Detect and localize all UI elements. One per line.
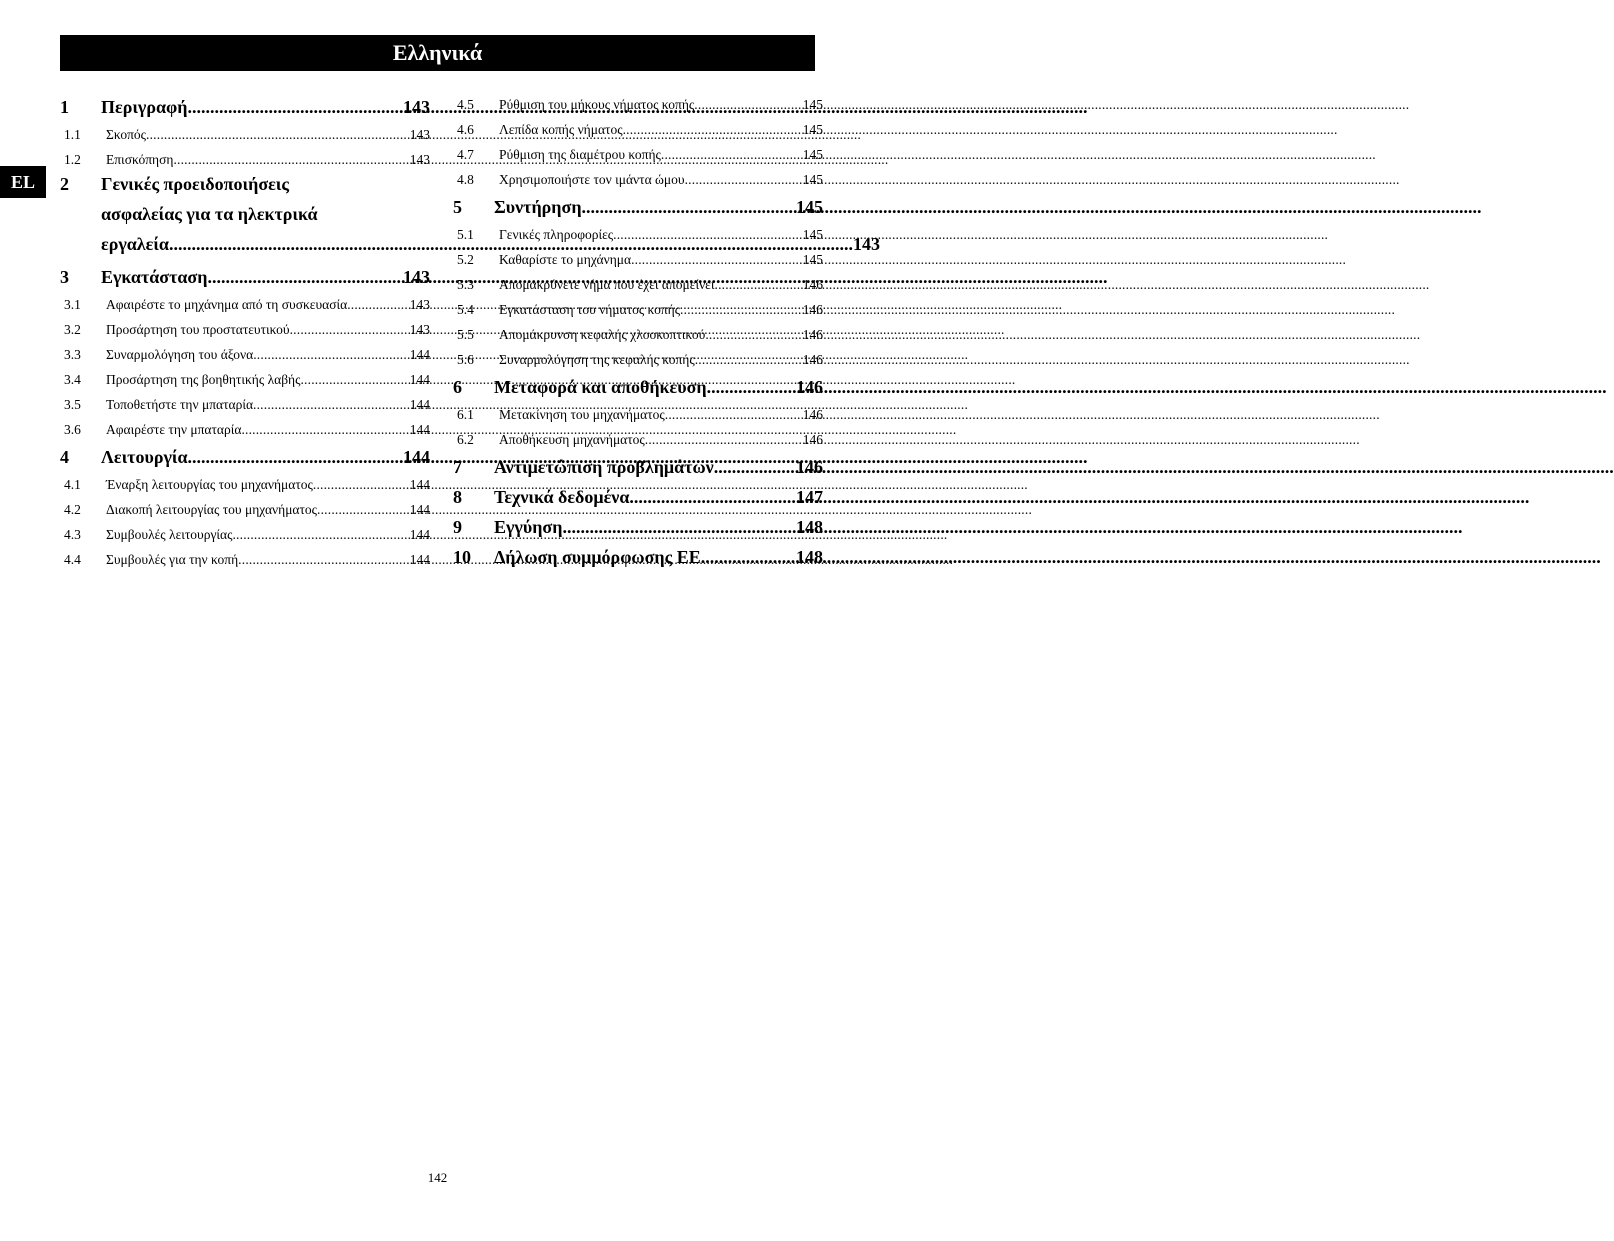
toc-entry-lead xyxy=(106,348,410,362)
toc-entry-chapter xyxy=(453,479,823,509)
toc-entry-title: Εγκατάσταση του νήματος κοπής xyxy=(499,301,681,317)
toc-entry-number: 2 xyxy=(60,174,69,194)
toc-entry-title: Συναρμολόγηση του άξονα xyxy=(106,346,254,362)
toc-entry-page: 143 xyxy=(409,126,430,142)
toc-entry-page: 145 xyxy=(802,251,823,267)
toc-entry-section xyxy=(60,144,430,169)
toc-entry-number: 8 xyxy=(453,487,462,507)
toc-entry-section xyxy=(453,219,823,244)
toc-entry-page: 143 xyxy=(409,321,430,337)
toc-entry-title: Περιγραφή xyxy=(101,97,188,117)
toc-entry-section xyxy=(60,519,430,544)
toc-entry-page: 146 xyxy=(802,326,823,342)
toc-entry-page: 146 xyxy=(796,377,823,397)
toc-entry-leader xyxy=(714,458,1614,476)
toc-entry-lead xyxy=(494,548,796,566)
toc-entry-number: 6.2 xyxy=(457,431,474,447)
toc-entry-number: 5 xyxy=(453,197,462,217)
toc-entry-leader xyxy=(629,488,1529,506)
toc-entry-leader xyxy=(562,518,1462,536)
toc-entry-number: 3.4 xyxy=(64,371,81,387)
toc-entry-page: 144 xyxy=(409,371,430,387)
toc-entry-lead xyxy=(106,323,410,337)
toc-entry-lead xyxy=(499,408,803,422)
language-tab xyxy=(0,166,46,198)
toc-entry-chapter xyxy=(60,439,430,469)
toc-entry-lead xyxy=(106,503,410,517)
toc-entry-page: 145 xyxy=(802,171,823,187)
toc-entry-leader xyxy=(645,433,1360,447)
toc-entry-chapter xyxy=(453,369,823,399)
toc-entry-section xyxy=(60,364,430,389)
toc-entry-lead xyxy=(101,268,403,286)
toc-entry-leader xyxy=(701,548,1601,566)
toc-entry-title: Χρησιμοποιήστε τον ιμάντα ώμου xyxy=(499,171,685,187)
toc-entry-title-line: ασφαλείας για τα ηλεκτρικά xyxy=(101,204,318,224)
toc-entry-page: 146 xyxy=(802,351,823,367)
toc-entry-lead xyxy=(106,398,410,412)
toc-entry-number: 4.4 xyxy=(64,551,81,567)
toc-entry-section xyxy=(60,314,430,339)
toc-entry-section xyxy=(60,414,430,439)
toc-entry-lead xyxy=(499,123,803,137)
toc-entry-lead xyxy=(494,198,796,216)
toc-entry-page: 148 xyxy=(796,547,823,567)
toc-entry-lead xyxy=(499,148,803,162)
toc-entry-page: 144 xyxy=(409,396,430,412)
toc-entry-page: 145 xyxy=(802,121,823,137)
toc-entry-page: 146 xyxy=(796,457,823,477)
toc-entry-section xyxy=(60,339,430,364)
toc-entry-lead xyxy=(499,433,803,447)
toc-entry-lead xyxy=(106,478,410,492)
toc-entry-page: 144 xyxy=(409,501,430,517)
toc-entry-leader xyxy=(680,303,1395,317)
toc-entry-number: 4 xyxy=(60,447,69,467)
toc-entry-number: 5.3 xyxy=(457,276,474,292)
toc-entry-leader xyxy=(661,148,1376,162)
toc-entry-number: 5.4 xyxy=(457,301,474,317)
toc-entry-title: Καθαρίστε το μηχάνημα xyxy=(499,251,632,267)
toc-entry-number: 3 xyxy=(60,267,69,287)
toc-entry-section xyxy=(453,399,823,424)
toc-entry-number: 4.5 xyxy=(457,96,474,112)
toc-entry-number: 5.6 xyxy=(457,351,474,367)
toc-entry-number: 5.1 xyxy=(457,226,474,242)
toc-entry-page: 146 xyxy=(802,301,823,317)
page-number: 142 xyxy=(427,1170,448,1185)
toc-entry-title: Μεταφορά και αποθήκευση xyxy=(494,377,707,397)
toc-entry-title: Απομακρύνετε νήμα που έχει απομείνει xyxy=(499,276,715,292)
toc-entry-lead xyxy=(494,458,796,476)
toc-entry-leader xyxy=(623,123,1338,137)
toc-entry-number: 9 xyxy=(453,517,462,537)
toc-entry-chapter xyxy=(453,509,823,539)
toc-entry-lead xyxy=(101,448,403,466)
toc-entry-title: Εγγύηση xyxy=(494,517,563,537)
toc-entry-page: 144 xyxy=(403,447,430,467)
toc-entry-number: 1.2 xyxy=(64,151,81,167)
toc-entry-number: 4.2 xyxy=(64,501,81,517)
toc-entry-title: Δήλωση συμμόρφωσης ΕΕ xyxy=(494,547,701,567)
toc-entry-page: 144 xyxy=(409,476,430,492)
toc-entry-section xyxy=(453,294,823,319)
toc-entry-title: Προσάρτηση του προστατευτικού xyxy=(106,321,290,337)
toc-entry-leader xyxy=(694,98,1409,112)
toc-entry-title: Αφαιρέστε το μηχάνημα από τη συσκευασία xyxy=(106,296,348,312)
toc-entry-page: 146 xyxy=(802,276,823,292)
toc-entry-title: Απομάκρυνση κεφαλής χλοοκοπτικού xyxy=(499,326,706,342)
toc-entry-title: εργαλεία xyxy=(101,234,169,254)
toc-entry-title: Συμβουλές λειτουργίας xyxy=(106,526,233,542)
toc-entry-page: 145 xyxy=(796,197,823,217)
toc-entry-lead xyxy=(499,228,803,242)
language-tab-label: EL xyxy=(10,171,35,192)
toc-entry-number: 5.2 xyxy=(457,251,474,267)
toc-entry-title-line: Γενικές προειδοποιήσεις xyxy=(101,174,289,194)
toc-entry-number: 3.2 xyxy=(64,321,81,337)
toc-entry-number: 10 xyxy=(453,547,471,567)
toc-entry-leader xyxy=(707,378,1607,396)
toc-entry-chapter xyxy=(60,259,430,289)
toc-entry-chapter xyxy=(453,449,823,479)
toc-entry-title: Λεπίδα κοπής νήματος xyxy=(499,121,623,137)
toc-entry-title: Ρύθμιση του μήκους νήματος κοπής xyxy=(499,96,695,112)
toc-entry-section xyxy=(60,469,430,494)
toc-entry-title: Προσάρτηση της βοηθητικής λαβής xyxy=(106,371,301,387)
toc-entry-lead xyxy=(106,553,410,567)
toc-entry-title: Επισκόπηση xyxy=(106,151,174,167)
toc-entry-number: 3.6 xyxy=(64,421,81,437)
toc-entry-section xyxy=(60,119,430,144)
toc-entry-number: 6.1 xyxy=(457,406,474,422)
toc-entry-leader xyxy=(613,228,1328,242)
toc-entry-number: 3.5 xyxy=(64,396,81,412)
toc-entry-leader xyxy=(582,198,1482,216)
toc-entry-section xyxy=(60,544,430,569)
toc-entry-number: 4.7 xyxy=(457,146,474,162)
toc-entry-lead xyxy=(106,128,410,142)
toc-entry-title: Ρύθμιση της διαμέτρου κοπής xyxy=(499,146,661,162)
toc-entry-section xyxy=(60,494,430,519)
toc-entry-page: 143 xyxy=(852,234,880,254)
toc-entry-title: Έναρξη λειτουργίας του μηχανήματος xyxy=(106,476,313,492)
toc-entry-leader xyxy=(631,253,1346,267)
toc-entry-title: Συντήρηση xyxy=(494,197,582,217)
toc-entry-page: 146 xyxy=(802,406,823,422)
toc-entry-lead xyxy=(106,153,410,167)
toc-entry-lead xyxy=(106,373,410,387)
toc-entry-chapter xyxy=(453,539,823,569)
toc-entry-title: Σκοπός xyxy=(106,126,147,142)
toc-entry-page: 148 xyxy=(796,517,823,537)
toc-entry-lead xyxy=(101,98,403,116)
toc-entry-title: Αντιμετώπιση προβλημάτων xyxy=(494,457,714,477)
toc-entry-section xyxy=(453,89,823,114)
toc-entry-title: Συναρμολόγηση της κεφαλής κοπής xyxy=(499,351,695,367)
toc-entry-leader xyxy=(685,173,1400,187)
page-header xyxy=(60,35,815,71)
toc-entry-page: 145 xyxy=(802,96,823,112)
toc-entry-lead xyxy=(494,488,796,506)
toc-entry-number: 1 xyxy=(60,97,69,117)
toc-entry-lead xyxy=(499,173,803,187)
toc-entry-page: 143 xyxy=(409,151,430,167)
toc-entry-page: 145 xyxy=(802,146,823,162)
toc-entry-page: 143 xyxy=(403,267,430,287)
toc-entry-title: Εγκατάσταση xyxy=(101,267,208,287)
toc-entry-section xyxy=(453,139,823,164)
toc-entry-lead xyxy=(106,528,410,542)
toc-entry-number: 1.1 xyxy=(64,126,81,142)
toc-entry-lead xyxy=(494,378,796,396)
toc-entry-lead xyxy=(494,518,796,536)
toc-entry-title: Μετακίνηση του μηχανήματος xyxy=(499,406,665,422)
toc-entry-number: 5.5 xyxy=(457,326,474,342)
toc-entry-title: Διακοπή λειτουργίας του μηχανήματος xyxy=(106,501,318,517)
toc-entry-page: 143 xyxy=(409,296,430,312)
toc-entry-lead xyxy=(499,353,803,367)
toc-entry-number: 3.1 xyxy=(64,296,81,312)
toc-entry-section xyxy=(453,344,823,369)
toc-entry-title: Τεχνικά δεδομένα xyxy=(494,487,630,507)
toc-entry-number: 4.1 xyxy=(64,476,81,492)
toc-entry-number: 3.3 xyxy=(64,346,81,362)
toc-entry-lead xyxy=(499,303,803,317)
toc-entry-page: 143 xyxy=(403,97,430,117)
toc-entry-title: Αφαιρέστε την μπαταρία xyxy=(106,421,242,437)
toc-column-right xyxy=(453,89,823,569)
toc-entry-lead xyxy=(106,423,410,437)
toc-entry-section xyxy=(453,164,823,189)
toc-entry-section xyxy=(60,289,430,314)
toc-entry-lead xyxy=(499,253,803,267)
toc-entry-page: 144 xyxy=(409,551,430,567)
toc-entry-lead xyxy=(499,328,803,342)
header-title: Ελληνικά xyxy=(392,40,483,65)
toc-entry-lead xyxy=(499,98,803,112)
toc-entry-section xyxy=(453,424,823,449)
toc-entry-title: Τοποθετήστε την μπαταρία xyxy=(106,396,254,412)
toc-entry-title: Αποθήκευση μηχανήματος xyxy=(499,431,645,447)
toc-entry-section xyxy=(60,389,430,414)
toc-entry-section xyxy=(453,319,823,344)
toc-entry-number: 7 xyxy=(453,457,462,477)
toc-entry-title: Λειτουργία xyxy=(101,447,188,467)
toc-entry-number: 6 xyxy=(453,377,462,397)
toc-entry-section xyxy=(453,269,823,294)
toc-entry-lead xyxy=(499,278,803,292)
toc-entry-page: 144 xyxy=(409,526,430,542)
toc-entry-section xyxy=(453,114,823,139)
toc-entry-chapter xyxy=(453,189,823,219)
toc-entry-title: Συμβουλές για την κοπή xyxy=(106,551,239,567)
toc-entry-page: 147 xyxy=(796,487,823,507)
toc-entry-page: 144 xyxy=(409,421,430,437)
toc-entry-page: 144 xyxy=(409,346,430,362)
toc-entry-page: 146 xyxy=(802,431,823,447)
toc-entry-number: 4.8 xyxy=(457,171,474,187)
toc-entry-title: Γενικές πληροφορίες xyxy=(499,226,614,242)
toc-entry-number: 4.3 xyxy=(64,526,81,542)
toc-entry-leader xyxy=(665,408,1380,422)
toc-entry-lead xyxy=(106,298,410,312)
toc-entry-page: 145 xyxy=(802,226,823,242)
toc-entry-section xyxy=(453,244,823,269)
toc-entry-chapter xyxy=(60,89,430,119)
toc-entry-number: 4.6 xyxy=(457,121,474,137)
